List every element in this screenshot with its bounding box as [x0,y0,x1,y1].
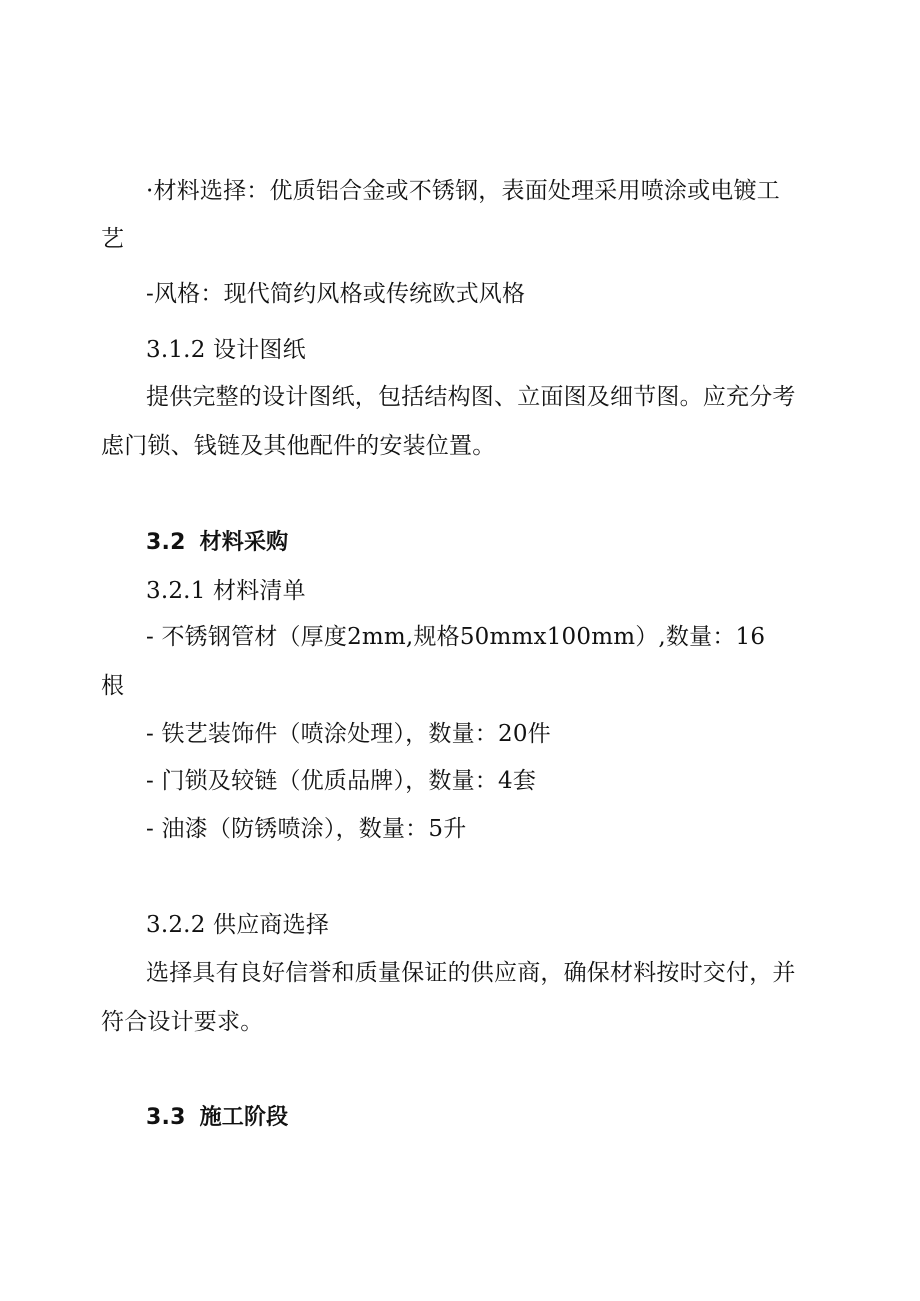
section-3-2-2-paragraph-line-2: 符合设计要求。 [101,1009,264,1035]
section-3-3-title: 施工阶段 [199,1105,289,1130]
material-list-item-3: - 门锁及较链（优质品牌），数量：4套 [146,768,537,794]
section-3-2-heading [146,528,288,558]
section-3-2-number: 3.2 [146,530,186,555]
section-3-1-2-paragraph-line-2: 虑门锁、钱链及其他配件的安装位置。 [101,433,496,459]
section-3-3-number: 3.3 [146,1105,186,1130]
style-line: -风格：现代简约风格或传统欧式风格 [146,281,526,307]
section-3-1-2-title: 3.1.2 设计图纸 [146,337,306,363]
section-3-2-1-title: 3.2.1 材料清单 [146,578,306,604]
material-list-item-1-line-1: - 不锈钢管材（厚度2mm,规格50mmx100mm）,数量：16 [146,624,766,650]
material-choice-line-1: ·材料选择：优质铝合金或不锈钢，表面处理采用喷涂或电镀工 [146,178,780,204]
section-3-3-heading [146,1103,288,1133]
material-choice-line-2: 艺 [101,226,125,252]
section-3-2-title: 材料采购 [199,530,289,555]
material-list-item-1-line-2: 根 [101,673,125,699]
section-3-2-2-title: 3.2.2 供应商选择 [146,912,330,938]
material-list-item-4: - 油漆（防锈喷涂），数量：5升 [146,816,467,842]
section-3-1-2-paragraph-line-1: 提供完整的设计图纸，包括结构图、立面图及细节图。应充分考 [146,384,796,410]
material-list-item-2: - 铁艺装饰件（喷涂处理），数量：20件 [146,721,551,747]
section-3-2-2-paragraph-line-1: 选择具有良好信誉和质量保证的供应商，确保材料按时交付，并 [146,960,796,986]
